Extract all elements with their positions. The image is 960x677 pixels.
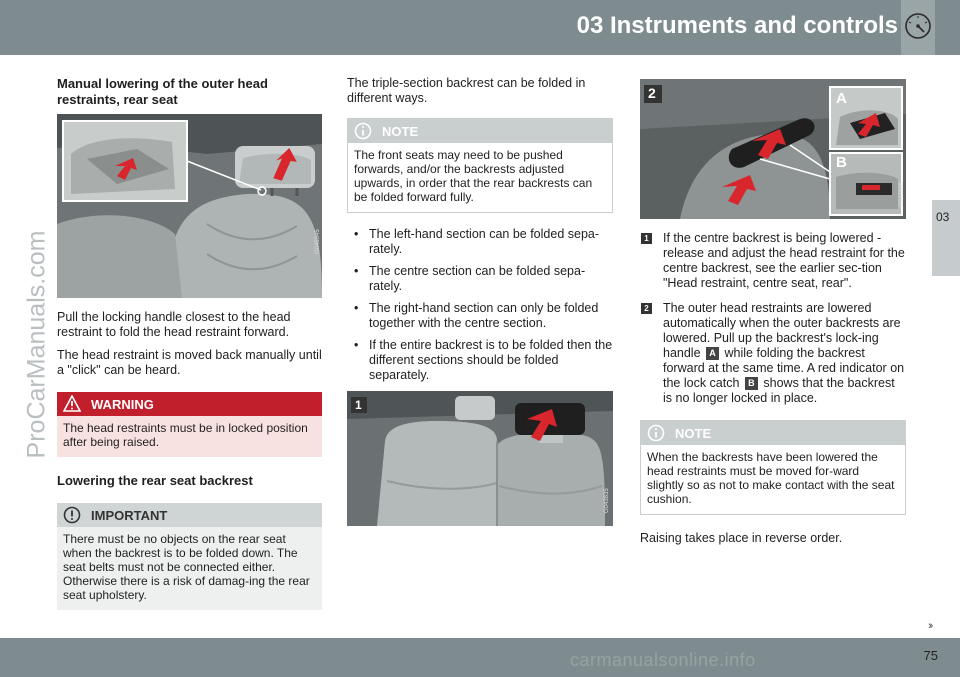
step-2 — [640, 301, 906, 406]
note-label: NOTE — [382, 124, 419, 139]
next-page-arrows[interactable]: ›› — [928, 620, 932, 632]
warning-triangle-icon — [63, 395, 81, 413]
step-text: while folding the backrest forward at the same time. A red indicator on the lock catch — [663, 346, 905, 390]
list-item: • The left-hand section can be folded sepa-rately. — [347, 227, 613, 257]
important-icon — [63, 506, 81, 524]
column-3 — [640, 76, 906, 554]
page-title: 03 Instruments and controls — [576, 12, 898, 39]
image-label-a: A — [836, 90, 847, 107]
image-step-badge: 2 — [648, 85, 656, 101]
column-1 — [57, 76, 322, 620]
image-code: G043836 — [899, 182, 905, 207]
page-footer — [0, 638, 960, 677]
paragraph: Raising takes place in reverse order. — [640, 531, 843, 545]
image-step-badge: 1 — [355, 398, 362, 412]
warning-label: WARNING — [91, 397, 154, 412]
image-label-b: B — [836, 154, 847, 171]
watermark: ProCarManuals.com — [22, 230, 51, 459]
note-label: NOTE — [675, 426, 712, 441]
paragraph: The head restraint is moved back manually until a "click" can be heard. — [57, 348, 322, 377]
important-text: There must be no objects on the rear seat when the backrest is to be folded down. The seat belts must not be connected either. Otherwise there is a risk of damag-ing the rear seat upholstery. — [57, 527, 322, 610]
warning-header — [57, 392, 322, 416]
gauge-icon — [901, 0, 935, 55]
page-header — [0, 0, 960, 55]
list-item: • If the entire backrest is to be folded then the different sections should be folded separately. — [347, 338, 613, 383]
step-text: The outer head restraints are lowered automatically when the outer backrests are lowered. Pull up the backrest's lock-ing handle — [663, 301, 901, 360]
list-item: • The centre section can be folded sepa-rately. — [347, 264, 613, 294]
chapter-tab-label: 03 — [936, 210, 950, 224]
image-code: G043835 — [604, 488, 610, 513]
info-icon — [354, 122, 372, 140]
bullet-list — [347, 227, 613, 383]
note-header — [348, 119, 612, 143]
important-label: IMPORTANT — [91, 508, 168, 523]
info-icon — [647, 424, 665, 442]
backrest-lock-image — [640, 79, 906, 219]
column-2 — [347, 76, 613, 526]
note-header — [641, 421, 905, 445]
step-badge: 2 — [641, 303, 652, 314]
image-code: G045945 — [315, 229, 321, 254]
note-box — [640, 420, 906, 515]
rear-seat-image — [347, 391, 613, 526]
paragraph: Pull the locking handle closest to the head restraint to fold the head restraint forward. — [57, 310, 291, 339]
note-text: When the backrests have been lowered the head restraints must be moved for-ward slightly so as not to make contact with the seat cushion. — [641, 445, 905, 514]
step-text: If the centre backrest is being lowered - release and adjust the head restraint for the centre backrest, see the earlier sec-tion "Head restraint, centre seat, rear". — [663, 231, 905, 290]
inline-badge-a: A — [706, 347, 719, 360]
page-number: 75 — [923, 648, 938, 663]
note-box — [347, 118, 613, 213]
section-heading: Lowering the rear seat backrest — [57, 473, 253, 488]
section-heading: Manual lowering of the outer head restraints, rear seat — [57, 76, 268, 107]
warning-text: The head restraints must be in locked position after being raised. — [57, 416, 322, 457]
list-item: • The right-hand section can only be folded together with the centre section. — [347, 301, 613, 331]
head-restraint-image — [57, 114, 322, 298]
step-1 — [640, 231, 906, 291]
important-header — [57, 503, 322, 527]
step-text: shows that the backrest is no longer locked in place. — [663, 376, 895, 405]
important-box — [57, 503, 322, 610]
chapter-tab[interactable] — [932, 200, 960, 276]
note-text: The front seats may need to be pushed forwards, and/or the backrests adjusted upwards, in order that the rear backrests can be folded forward fully. — [348, 143, 612, 212]
footer-site-watermark: carmanualsonline.info — [570, 650, 756, 670]
warning-box — [57, 392, 322, 457]
paragraph: The triple-section backrest can be folded in different ways. — [347, 76, 586, 105]
step-badge: 1 — [641, 233, 652, 244]
inline-badge-b: B — [745, 377, 758, 390]
